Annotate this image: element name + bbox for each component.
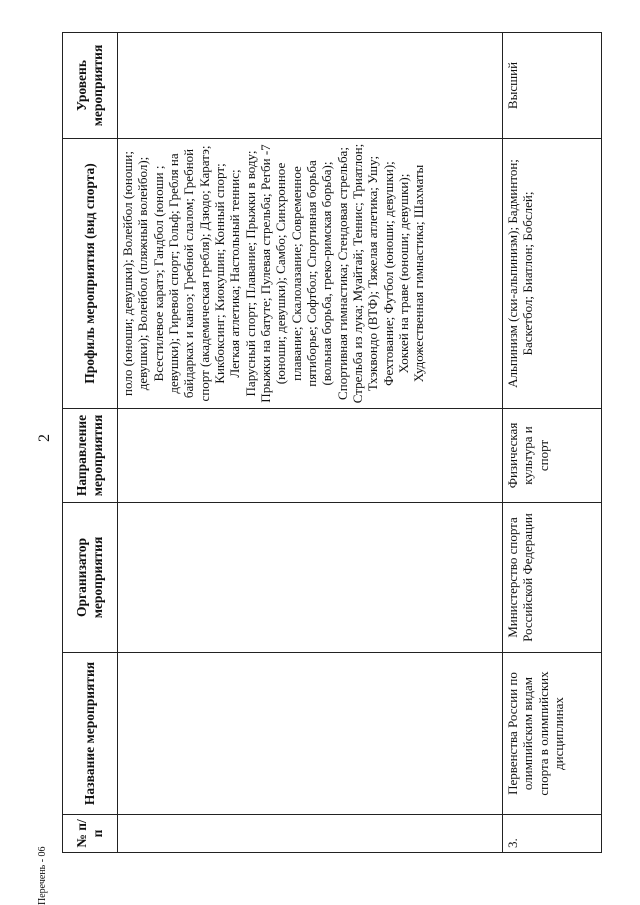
cell-level-empty — [118, 33, 503, 139]
events-table — [62, 32, 602, 853]
cell-num: 3. — [503, 815, 602, 853]
table-row-3 — [503, 33, 602, 853]
header-direction: Направление мероприятия — [63, 409, 118, 503]
table-row-continued — [118, 33, 503, 853]
footer-note: Перечень - 06 — [37, 846, 48, 905]
cell-direction-empty — [118, 409, 503, 503]
header-organizer: Организатор мероприятия — [63, 503, 118, 653]
header-row — [63, 33, 118, 853]
cell-profile-continued: поло (юноши; девушки); Волейбол (юноши; девушки); Волейбол (пляжный волейбол); Всестилевое каратэ; Гандбол (юноши ; девушки); Гиревой спорт; Гольф; Гребля на байдарках и каноэ; Гребной слалом; Гребной спорт (академическая гребля); Дзюдо; Каратэ; Кикбоксинг; Киокушин; Конный спорт; Легкая атлетика; Настольный теннис; Парусный спорт; Плавание; Прыжки в воду; Прыжки на батуте; Пулевая стрельба; Регби -7 (юноши; девушки); Самбо; Синхронное плавание; Скалолазание; Современное пятиборье; Софтбол; Спортивная борьба (вольная борьба, греко-римская борьба); Спортивная гимнастика; Стендовая стрельба; Стрельба из лука; Муайтай; Теннис; Триатлон; Тхэквондо (ВТФ); Тяжелая атлетика; Ушу; Фехтование; Футбол (юноши; девушки); Хоккей на траве (юноши; девушки); Художественная гимнастика; Шахматы — [118, 139, 503, 409]
cell-name-empty — [118, 653, 503, 815]
header-level: Уровень мероприятия — [63, 33, 118, 139]
cell-num-empty — [118, 815, 503, 853]
cell-profile: Альпинизм (ски-альпинизм); Бадминтон; Баскетбол; Биатлон; Бобслей; — [503, 139, 602, 409]
cell-name: Первенства России по олимпийским видам спорта в олимпийских дисциплинах — [503, 653, 602, 815]
header-name: Название мероприятия — [63, 653, 118, 815]
header-profile: Профиль мероприятия (вид спорта) — [63, 139, 118, 409]
page-number: 2 — [36, 434, 53, 442]
cell-level: Высший — [503, 33, 602, 139]
cell-organizer: Министерство спорта Российской Федерации — [503, 503, 602, 653]
events-table-wrapper — [62, 33, 602, 853]
cell-direction: Физическая культура и спорт — [503, 409, 602, 503]
cell-organizer-empty — [118, 503, 503, 653]
header-num: № п/п — [63, 815, 118, 853]
